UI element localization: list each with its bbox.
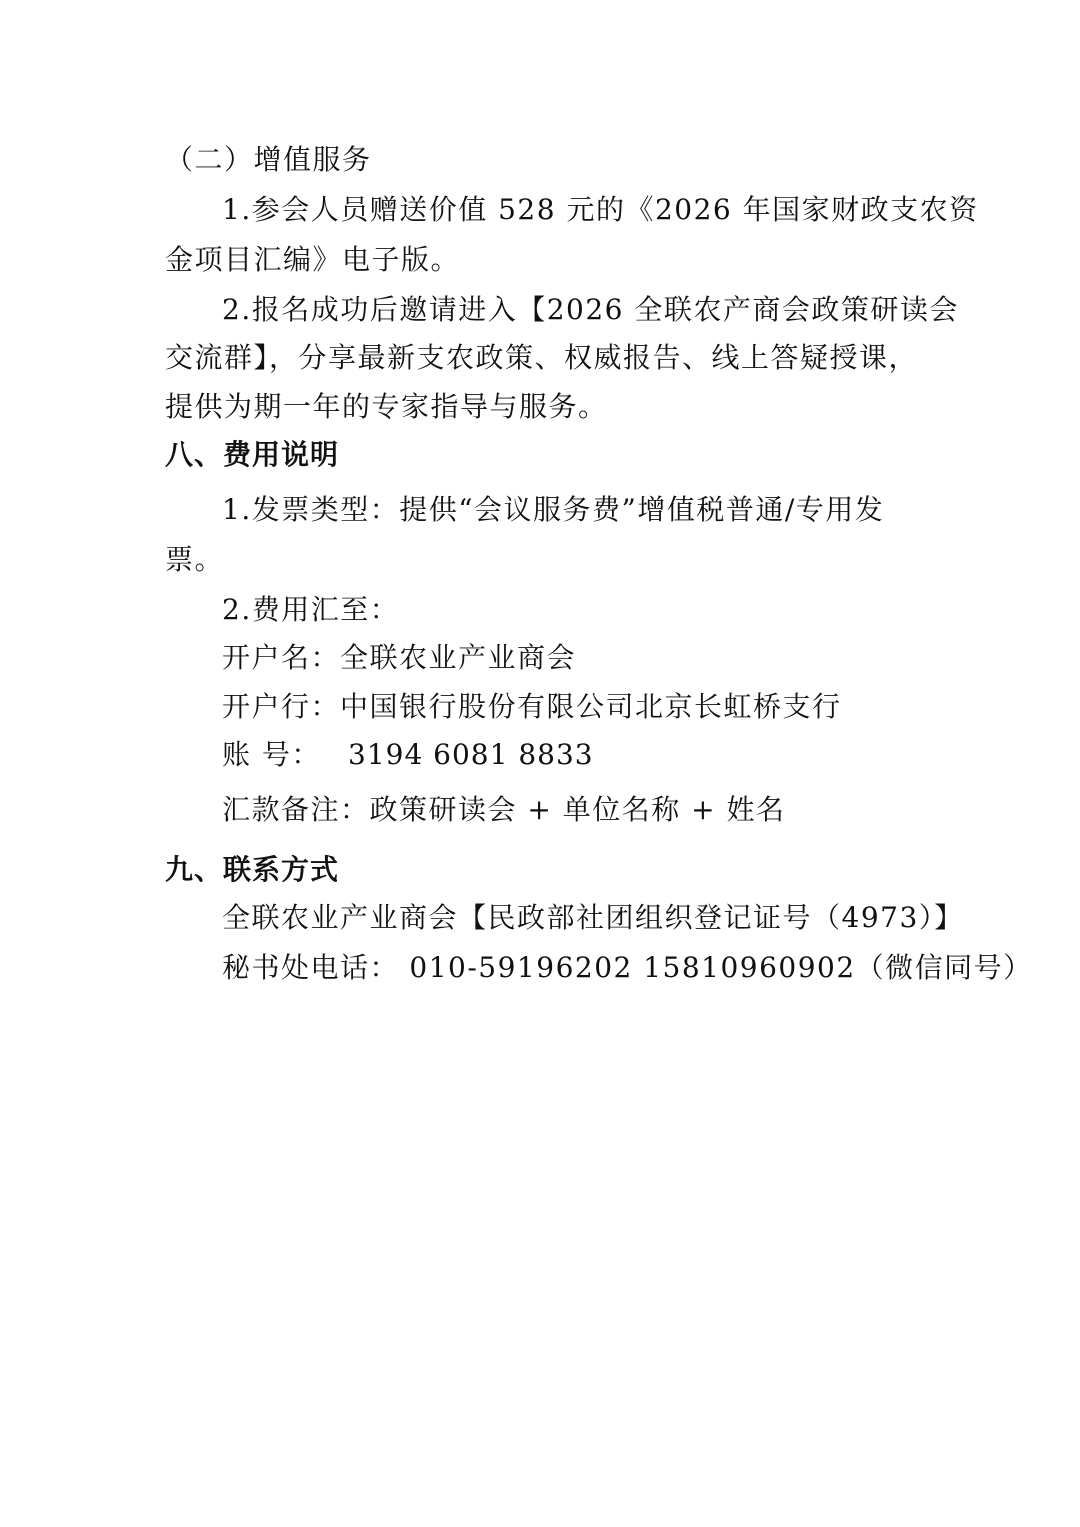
section-heading-fees: 八、费用说明 [165, 438, 340, 471]
fees-item-1-line-2: 票。 [165, 543, 225, 576]
value-added-item-2-line-2: 交流群】，分享最新支农政策、权威报告、线上答疑授课， [165, 341, 919, 374]
value-added-item-1-line-2: 金项目汇编》电子版。 [165, 243, 461, 276]
contact-organization: 全联农业产业商会【民政部社团组织登记证号（4973）】 [222, 901, 964, 934]
value-added-item-2-line-3: 提供为期一年的专家指导与服务。 [165, 390, 608, 423]
section-heading-value-added: （二）增值服务 [165, 143, 372, 176]
fees-item-2: 2.费用汇至： [222, 593, 400, 626]
value-added-item-2-line-1: 2.报名成功后邀请进入【2026 全联农产商会政策研读会 [222, 293, 959, 326]
fees-item-1-line-1: 1.发票类型：提供“会议服务费”增值税普通/专用发 [222, 493, 885, 526]
remittance-note: 汇款备注：政策研读会 + 单位名称 + 姓名 [222, 793, 786, 826]
account-number-row [222, 735, 982, 775]
contact-phone: 秘书处电话： 010-59196202 15810960902（微信同号） [222, 951, 1033, 984]
account-number: 3194 6081 8833 [348, 738, 594, 771]
value-added-item-1-line-1: 1.参会人员赠送价值 528 元的《2026 年国家财政支农资 [222, 193, 979, 226]
account-name: 开户名：全联农业产业商会 [222, 641, 577, 674]
account-number-label: 账 号： [222, 738, 321, 771]
bank-name: 开户行：中国银行股份有限公司北京长虹桥支行 [222, 690, 842, 723]
section-heading-contact: 九、联系方式 [165, 853, 340, 886]
